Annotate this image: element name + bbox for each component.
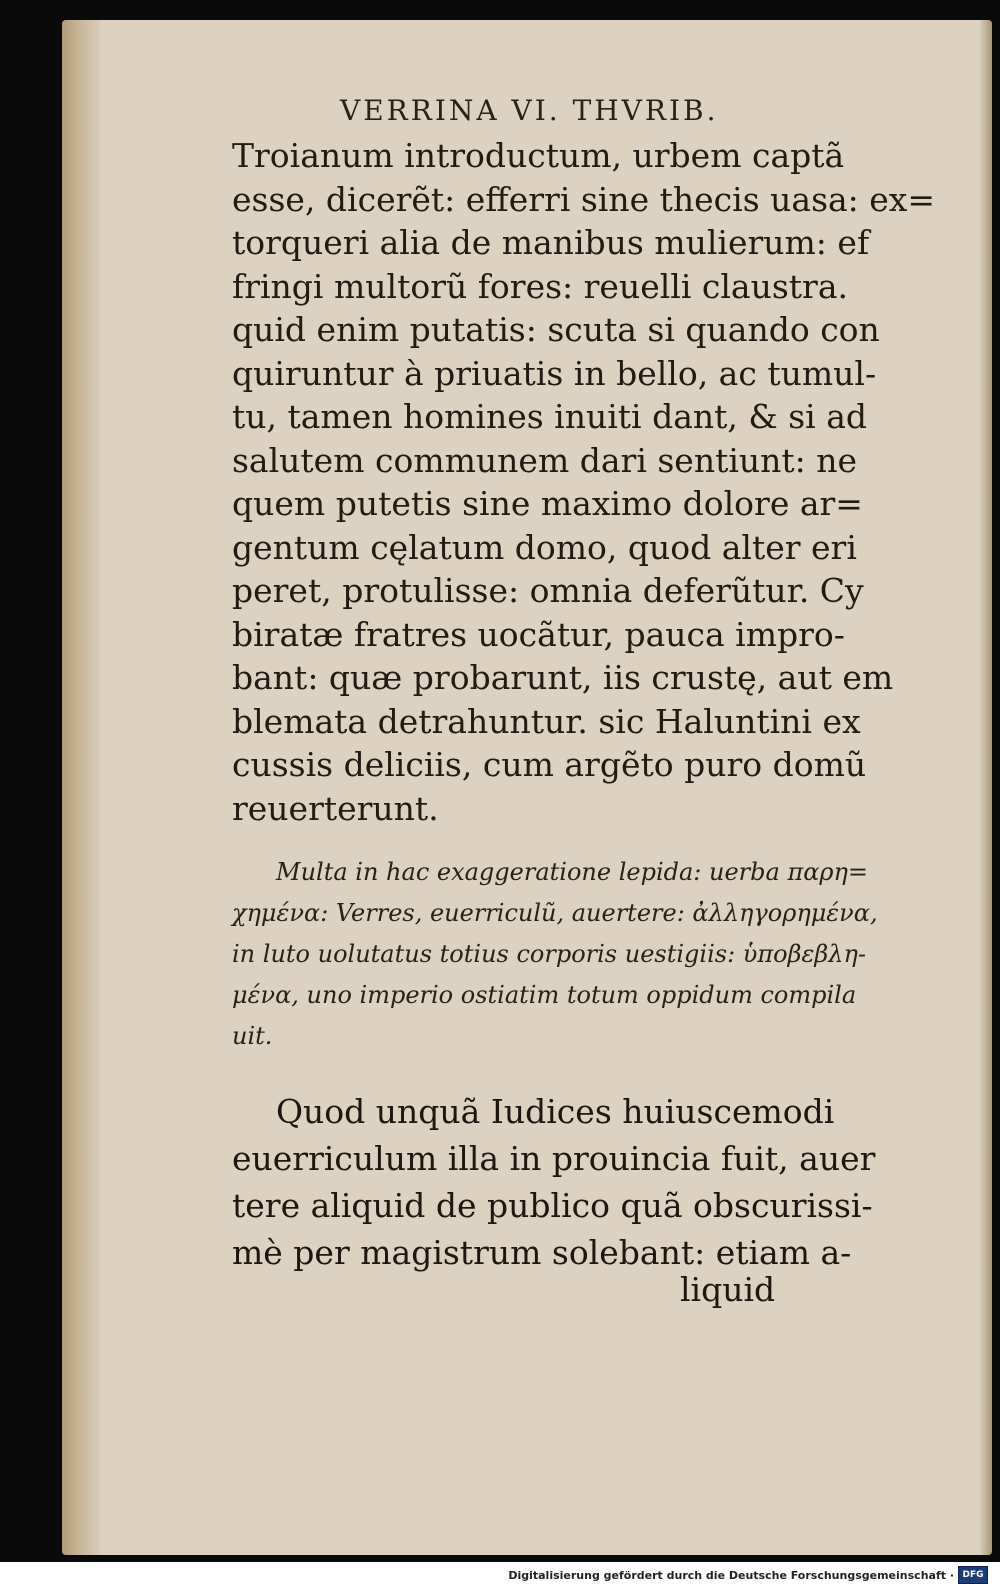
note-line: uit. <box>232 1022 273 1050</box>
page-edge-left <box>62 20 100 1555</box>
text-line: quid enim putatis: scuta si quando con <box>232 310 880 349</box>
note-line: Multa in hac exaggeratione lepida: uerba παρη= <box>276 858 869 886</box>
text-line: biratæ fratres uocãtur, pauca impro- <box>232 614 845 654</box>
text-line: peret, protulisse: omnia deferũtur. Cy <box>232 571 864 610</box>
text-line: mè per magistrum solebant: etiam a- <box>232 1233 852 1272</box>
text-line: gentum cęlatum domo, quod alter eri <box>232 527 857 567</box>
text-line: Troianum introductum, urbem captã <box>232 136 845 175</box>
second-paragraph <box>232 1088 912 1276</box>
text-line: esse, dicerẽt: efferri sine thecis uasa: ex= <box>232 179 936 219</box>
text-line: tu, tamen homines inuiti dant, & si ad <box>232 397 868 436</box>
text-line: reuerterunt. <box>232 788 439 828</box>
text-line: blemata detrahuntur. sic Haluntini ex <box>232 701 861 741</box>
running-head: VERRINA VI. THVRIB. <box>340 94 719 127</box>
text-line: Quod unquã Iudices huiuscemodi <box>276 1092 835 1131</box>
note-line: μένα, uno imperio ostiatim totum oppidum compila <box>232 981 857 1009</box>
text-line: torqueri alia de manibus mulierum: ef <box>232 223 870 262</box>
footer-credit: Digitalisierung gefördert durch die Deutsche Forschungsgemeinschaft · <box>508 1569 954 1582</box>
main-paragraph <box>232 134 936 830</box>
commentary-note <box>232 852 892 1057</box>
text-line: tere aliquid de publico quã obscurissi- <box>232 1186 873 1225</box>
text-line: quiruntur à priuatis in bello, ac tumul- <box>232 353 877 393</box>
catchword: liquid <box>680 1270 776 1309</box>
text-line: euerriculum illa in prouincia fuit, auer <box>232 1139 876 1178</box>
text-line: cussis deliciis, cum argẽto puro domũ <box>232 745 867 784</box>
text-line: salutem communem dari sentiunt: ne <box>232 440 858 480</box>
note-line: in luto uolutatus totius corporis uestigiis: ὑποβεβλη- <box>232 940 866 968</box>
text-line: quem putetis sine maximo dolore ar= <box>232 484 863 523</box>
page-edge-right <box>980 20 992 1555</box>
text-line: bant: quæ probarunt, iis crustę, aut em <box>232 658 894 697</box>
text-line: fringi multorũ fores: reuelli claustra. <box>232 266 848 306</box>
note-line: χημένα: Verres, euerriculũ, auertere: ἀλληγορημένα, <box>232 899 878 927</box>
dfg-logo-icon: DFG <box>958 1566 988 1584</box>
